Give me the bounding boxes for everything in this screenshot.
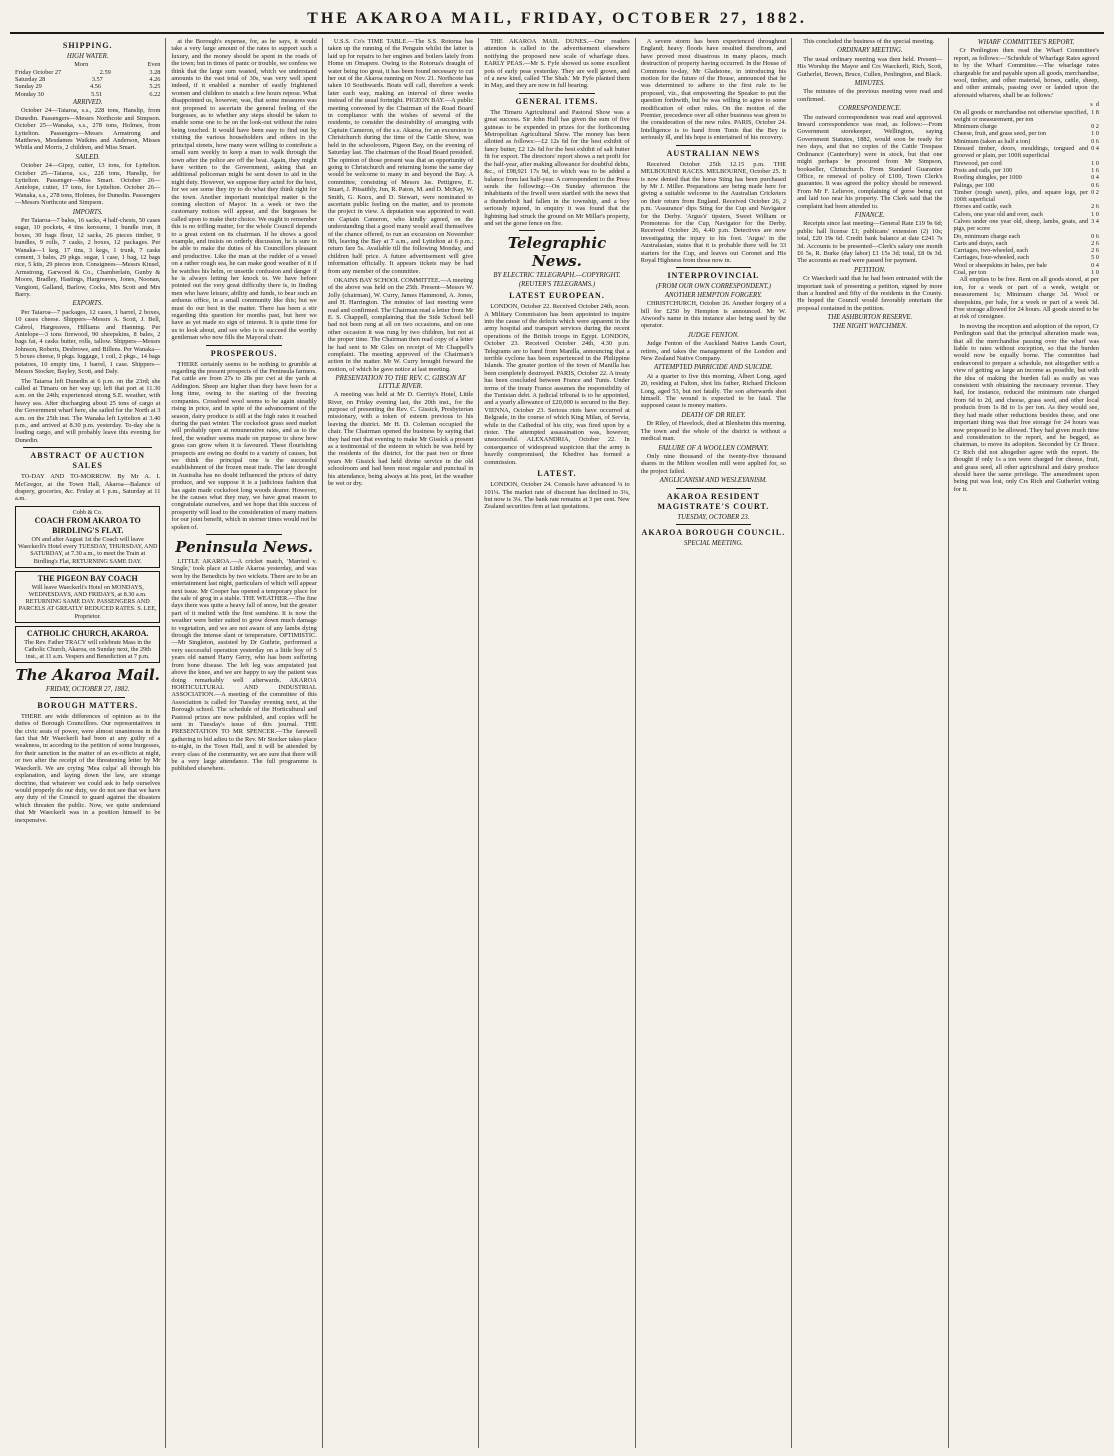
latest-european-text: LONDON, October 22. Received October 24th, noon. A Military Commission has been appointed to inquire into the cause of the defects which were apparent in the army hospital and transport services during the recent operations of the British troops in Egypt. LONDON, October 23. Received October 24th, 4.30 p.m. Telegrams are to hand from Manilla, announcing that a terrible cyclone has been experienced in the Philippine Islands. The greater portion of the town of Manilla has been completely destroyed. PARIS, October 22. A treaty has been concluded between France and Tunis. Under terms of the treaty France assumes the responsibility of the Tunisian debt. A judicial tribunal is to be appointed, and a yearly allowance of £20,000 is secured to the Bey. VIENNA, October 23. Serious riots have occurred at Belgrade, in the course of which King Milan, of Servia, while in the Cathedral of his city, was fired upon by a rioter. The attempted assassination was, however, unsuccessful. ALEXANDRIA, October 22. In consequence of widespread suspicion that the army is heavily compromised, the Khedive has formed a commission. bbox=[484, 303, 630, 466]
tide-row: Friday October 27 2.59 3.28 bbox=[15, 68, 161, 76]
coach-title: COACH FROM AKAROA TO BIRDLING'S FLAT. bbox=[34, 516, 141, 535]
divider bbox=[206, 345, 281, 346]
presentation-text: A meeting was held at Mr D. Gerrity's Hotel, Little River, on Friday evening last, the 20th inst., for the purpose of presenting the Rev. C. Gissick, Presbyterian missionary, with a token of esteem previous to his leaving the district. Mr H. D. Coleman occupied the chair. The Chairman opened the business by saying that they had met that evening to make Mr Gissick a present as a testimonial of the esteem in which he was held by the residents of the district, for the past two or three years Mr Gissick had held divine service in the old schoolroom and had been most regular and punctual in his attendance, being always at his post, let the weather be wet or dry. bbox=[327, 391, 474, 487]
column-1 bbox=[10, 38, 166, 1448]
riley-heading: DEATH OF DR RILEY. bbox=[681, 411, 746, 419]
church-text: The Rev. Father TRACY will celebrate Mass in the Catholic Church, Akaroa, on Sunday next, the 29th inst., at 11 a.m. Vespers and Benediction at 7 p.m. bbox=[24, 638, 152, 661]
divider bbox=[519, 230, 594, 231]
divider bbox=[519, 93, 594, 94]
australian-news-heading: AUSTRALIAN NEWS bbox=[666, 148, 761, 158]
wharf-debate-text: In moving the reception and adoption of the report, Cr Penlington said that the principal alteration made was, that all the merchandise passing over the wharf was liable to rates without exception, so that the burden would now be equally borne. The committee had endeavored to prepare a schedule, not altogether with a view of getting as large an income as possible, but with the idea of making the burden fall as easily as was consistent with obtaining the necessary revenue. They had, for instance, reduced the minimum rate charged from 6d to 2d, and cheese, grass seed, and other local products from 1s 8d to 1s per ton. As they would see, they had made other reductions besides these, and one important thing was that free storage for 24 hours was now proposed to be allowed. They had given much time and consideration to the report, and he begged, as chairman, to move its adoption. Seconded by Cr Bruce. Cr Rich did not altogether agree with the report. He thought if only 1s a ton were charged for cheese, fruit, and grass seed, all other agricultural and dairy produce should have the same privilege. The amendment upon being put was lost, only Crs Rich and Gutherlet voting for it. bbox=[953, 322, 1099, 493]
telegraphic-title: Telegraphic News. bbox=[507, 234, 607, 271]
rate-amount: 2 6 bbox=[1091, 203, 1099, 211]
pigeon-coach-text: Will leave Waeckerli's Hotel on MONDAYS, WEDNESDAYS, AND FRIDAYS, at 8.30 a.m. RETURNING SAME DAY. PASSENGERS AND PARCELS AT GREATLY REDUCED RATES. S. LEE, Proprietor. bbox=[18, 583, 157, 620]
rate-row bbox=[954, 269, 1099, 276]
wharf-report-heading: WHARF COMMITTEE'S REPORT. bbox=[977, 39, 1075, 46]
tide-row: Sunday 29 4.56 5.25 bbox=[15, 83, 161, 91]
rate-row bbox=[954, 218, 1099, 233]
rate-amount: 2 6 bbox=[1091, 247, 1099, 255]
divider bbox=[676, 145, 751, 146]
masthead bbox=[10, 6, 1104, 34]
rates-header: s d bbox=[1090, 101, 1099, 109]
auction-text: TO-DAY AND TO-MORROW. By Mr A. I. McGregor, at the Town Hall, Akaroa—Balance of drapery, groceries, &c. Friday at 1 p.m., Saturday at 11 a.m. bbox=[15, 473, 161, 503]
rate-amount: 1 0 bbox=[1091, 130, 1099, 138]
rate-item: Minimum charge bbox=[953, 123, 997, 131]
rate-item: Wool or sheepskins in bales, per bale bbox=[953, 261, 1047, 269]
rate-item: Horses and cattle, each bbox=[953, 203, 1012, 211]
rate-amount: 0 4 bbox=[1091, 174, 1099, 182]
paper-date: FRIDAY, OCTOBER 27, 1882. bbox=[45, 686, 130, 694]
dues-text: THE AKAROA MAIL DUNES.—Our readers attention is called to the advertisement elsewhere notifying the proposed new scale of wharfage dues. EARLY PEAS.—Mr S. Fyfe showed us some excellent pots of early peas yesterday. They are well grown, and of a new kind, called 'The Shah.' Mr Fyfe planted them in May, and they are now in full bearing. bbox=[484, 38, 630, 90]
column-6 bbox=[792, 38, 948, 1448]
interprovincial-heading: INTERPROVINCIAL bbox=[667, 271, 760, 281]
wharf-report-intro: Cr Penlington then read the Wharf Committee's report, as follows:—'Schedule of Wharfage Rates agreed to by the Wharf Committee.—The wharfage rates chargeable for and payable upon all goods, merchandise, wool, timber, and other material, horses, cattle, sheep, and other animals, passing over or landed upon the aforesaid wharves, shall be as follows:' bbox=[953, 47, 1099, 99]
sailed-text: October 24—Gipsy, cutter, 13 tons, for Lyttelton. October 25—Taiaroa, s.s., 228 tons, Hanslip, for Lyttelton. Passenger—Miss Smart. October 26—Antelope, cutter, 17 tons, for Lyttelton. October 26—Wanaka, s.s., 278 tons, Holmes, for Dunedin. Passengers—Messrs Northcote and Simpson. bbox=[15, 162, 161, 207]
borough-text: THERE are wide differences of opinion as to the duties of Borough Councillors. Our representatives in the civic seats of power, were almost unanimous in the fact that Mr Waeckerli had been at any guilty of a weakness, in acceding to the petition of some burgesses, for their sanction in the matter of an ex-officio at night, or two after the receipt of the threatening letter by Mr Waeckerli. We are crying 'Mea culpa' all through his explanation, and laying down the law, are strange doctrine, that whatever we could ask to help ourselves would properly do our duty, we do not see that we have any duty of the Council to guard against the disasters which threaten the public. Now, we quite understand that Mr Waeckerli was in a position himself to be inexpensive. bbox=[15, 712, 161, 824]
night-watchmen-heading: THE NIGHT WATCHMEN. bbox=[832, 322, 908, 330]
coach-firm: Cobb & Co. bbox=[72, 508, 103, 516]
rate-row bbox=[954, 123, 1099, 130]
rate-amount: 1 0 bbox=[1091, 210, 1099, 218]
uss-timetable-text: U.S.S. Co's TIME TABLE.—The S.S. Rotorua has taken up the running of the Penguin whilst the latter is laid up for repairs to her engines and boilers lately from Home on Omapere. Owing to the Rotorua's draught of water being too great, it has been found necessary to cut her out of the Akaroa running on Nov. 21. Northcote has taken 10 Southwards. Boats will call, therefore a week later each way, making an interval of three weeks instead of the usual fortnight. PIGEON BAY.—A public meeting convened by the Chairman of the Road Board in compliance with the wishes of several of the residents, to consider the desirability of arranging with Captain Cameron, of the s.s. Akaroa, for an excursion to Christchurch during the time of the Cattle Show, was held in the schoolroom, Pigeon Bay, on the evening of Saturday last. The chairman of the Road Board presided. The opinion of those present was that an opportunity of going to Christchurch and returning home the same day would be welcome to many in and beyond the Bay. A committee, consisting of Messrs Jas. Pettigrew, E. Stuart, J. Pitsaithly, Jun, R. Paton, M. and D. McKay, W. Smith, G. Knox, and D. Stewart, were nominated to ascertain public feeling on the matter, and to promote the project in view. A deputation was appointed to wait on Captain Cameron, who kindly agreed, on the understanding that a good many would avail themselves of the chance offered, to run an excursion on November 9th, leaving the Bay at 7 a.m., and Lyttelton at 6 p.m.; return fare 5s. Available till the following Monday, and children half price. A future advertisement will give information officially. It appears tickets may be had from any member of the committee. bbox=[327, 38, 474, 275]
rate-item: Minimum (taken as half a ton) bbox=[953, 137, 1031, 145]
general-items-heading: GENERAL ITEMS. bbox=[515, 96, 599, 106]
coach-advertisement bbox=[15, 506, 160, 568]
prosperous-text: THERE certainly seems to be nothing to grumble at regarding the present prospects of the Peninsula farmers. Fat cattle are from 27s to 28s per cwt at the yards at Addington. Sheep are higher than they have been for a long time, owing to the starting of the freezing companies. Crossbred wool seems to be again steadily rising in price, and in spite of the advancement of the season, dairy produce is still at the high rates it reached during the past winter. The cocksfoot grass seed market will probably open at remunerative rates, and as to the feed, the weather seems made on purpose to show how grass can grow when it is favoured. These flourishing prospects are owing no doubt to a variety of causes, but we think the principal one is the successful establishment of the frozen meat trade. The late drought in Australia has no doubt influenced the prices of dairy produce, and we suppose it is a judicious fashion that has again made cocksfoot long woods dearer. However, be the causes what they may, we have great reason to congratulate ourselves, and we hope that this success of prosperity will lead to the consideration of many matters for our joint benefit, which in sterner times would not be spoken of. bbox=[171, 360, 317, 531]
column-3 bbox=[323, 38, 479, 1448]
column-7 bbox=[949, 38, 1104, 1448]
auction-heading: ABSTRACT OF AUCTION SALES bbox=[30, 451, 145, 471]
rate-row bbox=[954, 174, 1099, 181]
rate-item: Coal, per ton bbox=[953, 269, 987, 277]
council-subheading: SPECIAL MEETING. bbox=[683, 539, 743, 547]
rate-amount: 0 4 bbox=[1091, 145, 1099, 153]
column-2 bbox=[166, 38, 322, 1448]
divider bbox=[206, 534, 281, 535]
rate-row bbox=[954, 254, 1099, 261]
rate-item: Posts and rails, per 100 bbox=[953, 166, 1013, 174]
correspondence-heading: CORRESPONDENCE. bbox=[838, 105, 902, 113]
peninsula-title: Peninsula News. bbox=[175, 538, 314, 556]
australian-news-text: Received October 25th 12.15 p.m. THE MELBOURNE RACES. MELBOURNE, October 25. It is now denied that the horse Sting has been purchased by Mr J. Miller. Preparations are being made here for giving a suitable welcome to the Australian Cricketers on their return from England. Received October 26, 2 p.m. 'Assurance' dips Sting for the Cup and Navigator for the Derby. 'Argus's' tipsters, Sweet William or Promoteras for the Cup, Navigator for the Derby. Received October 26, 4.40 p.m. Detectives are now investigating the injury to his foot. 'Argus' in the Australasian, states that it is probable there will be 33 starters for the Cup, and leaves out Coronet and His Royal Highness from those now in. bbox=[640, 160, 787, 264]
rate-item: On all goods or merchandise not otherwise specified, weight or measurement, per ton bbox=[953, 108, 1089, 123]
rate-row bbox=[954, 233, 1099, 240]
rate-item: Do, minimum charge each bbox=[953, 232, 1021, 240]
rate-item: Roofing shingles, per 1000 bbox=[953, 174, 1022, 182]
finance-heading: FINANCE. bbox=[854, 211, 885, 219]
court-heading: AKAROA RESIDENT MAGISTRATE'S COURT. bbox=[657, 491, 770, 511]
rate-amount: 1 0 bbox=[1091, 269, 1099, 277]
rate-amount: 0 6 bbox=[1091, 137, 1099, 145]
divider bbox=[676, 488, 751, 489]
rate-item: Calves, one year old and over, each bbox=[953, 210, 1043, 218]
peninsula-text: LITTLE AKAROA.—A cricket match, 'Married v. Single,' took place at Little Akaroa yesterday, and was won by the Benedicts by two wickets. There are to be an entertainment last night, particulars of which will appear next issue. Mr Cooper has opened a temporary place for the sale of grog in a stable. THE WEATHER.—The fine days there was quite a heavy fall of snow, but the greater part of it melted with the first sunshine. It is now the weather were better suited to grow down much damage to vegetation, and we are not aware of any lambs dying through the intense slant or temperature. OPTIMISTIC.—Mr Singleton, assisted by Dr Guthrie, performed a very successful operation yesterday on a little boy of 5 years old named Harry Gerry, who has been suffering from bone disease. The left leg was amputated just above the knee, and we are happy to say the patient was doing remarkably well afterwards. AKAROA HORTICULTURAL AND INDUSTRIAL ASSOCIATION.—A meeting of the committee of this Association is called for Tuesday evening next, at the Borough school. The schedule of the Horticultural and Pastoral prizes are now published, and copies will be sent in Tuesday's issue of this journal. THE PRESENTATION TO MR SPENCER.—The farewell gathering to bid adieu to the Rev. Mr Stocker takes place to-night, in the Town Hall, and it will be attended by every class of the community, we are sure that there will be a very large attendance. The full programme is published elsewhere. bbox=[171, 558, 317, 773]
forgery-text: CHRISTCHURCH, October 26. Another forgery of a bill for £250 by Hempton is announced. Mr W. Atwood's name in this instance also being used by the operator. bbox=[640, 300, 787, 330]
rate-item: Palings, per 100 bbox=[953, 181, 995, 189]
divider bbox=[23, 447, 152, 448]
divider bbox=[676, 524, 751, 525]
petition-heading: PETITION. bbox=[854, 266, 886, 274]
shipping-heading: SHIPPING. bbox=[62, 41, 113, 50]
court-date: TUESDAY, OCTOBER 23. bbox=[677, 513, 750, 521]
rate-row bbox=[954, 109, 1099, 124]
rate-row bbox=[954, 130, 1099, 137]
tides-heading: HIGH WATER. bbox=[66, 53, 109, 60]
rate-amount: 0 4 bbox=[1091, 261, 1099, 269]
coach-text: ON and after August 1st the Coach will leave Waeckerli's Hotel every TUESDAY, THURSDAY, AND SATURDAY, at 7.30 a.m., to meet the Train at Birdling's Flat, RETURNING SAME DAY. bbox=[18, 536, 158, 565]
tide-row: Saturday 28 3.57 4.26 bbox=[15, 76, 161, 83]
column-4 bbox=[479, 38, 635, 1448]
paper-title: The Akaroa Mail. bbox=[15, 666, 160, 685]
masthead-title: THE AKAROA MAIL, FRIDAY, OCTOBER 27, 1882. bbox=[307, 10, 807, 27]
shipping-notes: The Taiaroa left Dunedin at 6 p.m. on the 23rd; she called at Timaru on her way up; left that port at 11.30 a.m. on the 24th; experienced strong S.E. weather, with heavy sea. After discharging about 25 tons of cargo at the Government wharf here, she sailed for the North at 3 a.m. on the 25th inst. The Wanaka left Lyttelton at 3.40 p.m., and arrived at 8.30 p.m. yesterday. To-day she is loading cargo, and will probably leave this evening for Dunedin. bbox=[15, 377, 161, 444]
rate-row bbox=[954, 189, 1099, 204]
rate-amount: 0 6 bbox=[1091, 181, 1099, 189]
rate-item: Timber (rough sawn), piles, and square logs, per 100ft superficial bbox=[953, 188, 1089, 204]
storm-text: A severe storm has been experienced throughout England; heavy floods have resulted therefrom, and have proved most disastrous in many places, much destruction of property having occurred. In the House of Commons to-day, Mr Gladstone, in introducing his motion for the future of the House, announced that he was determined to adhere to the first rule to be proposed, viz., that empowering the Speaker to put the question forthwith, but he was willing to agree to some modification of other rules. On the motion of the Premier, precedence over all other business was given to the consideration of the new rules. PARIS, October 24. Intelligence is to hand from Tunis that the Bey is seriously ill, and his hope is entertained of his recovery. bbox=[640, 38, 787, 142]
parricide-text: At a quarter to five this morning, Albert Long, aged 20, residing at Fulton, shot his father, Richard Dickson Long, aged 53, but not fatally. The son afterwards shot himself. The wound is expected to be fatal. The supposed cause is money matters. bbox=[640, 372, 787, 410]
latest-text: LONDON, October 24. Consols have advanced ¼ to 101¼. The market rate of discount has declined to 3¼, but now is 3¼. The bank rate remains at 3 per cent. New Zealand securities firm at last quotations. bbox=[484, 481, 630, 511]
column-5 bbox=[636, 38, 792, 1448]
exports-text: Per Taiaroa—7 packages, 12 cases, 1 barrel, 2 boxes, 10 cases cheese. Shippers—Messrs A. Scott, J. Bell, Cabrol, Hargreaves, Hilliams and Hanning. Per Antelope—3 tons firewood, 90 sheepskins, 8 bales, 2 bags fat, 4 casks butter, rolls, tallow. Shippers—Messrs Johnson, Roberts, Desbrowe, and Billens. Per Wanaka—5 boxes cheese, 9 pkgs. luggage, 1 coil, 2 pkgs., 14 bags potatoes, 10 empty tins, 1 barrel, 1 case. Shippers—Messrs Stocker, Bayley, Scott, and Daly. bbox=[15, 308, 161, 376]
reuters-subtitle: (REUTER'S TELEGRAMS.) bbox=[518, 280, 596, 288]
rate-row bbox=[954, 160, 1099, 167]
imports-heading: IMPORTS. bbox=[72, 208, 103, 216]
rate-row bbox=[954, 262, 1099, 269]
rate-amount: 1 0 bbox=[1091, 159, 1099, 167]
riley-text: Dr Riley, of Havelock, died at Blenheim this morning. The town and the whole of the district is without a medical man. bbox=[640, 420, 787, 443]
exports-heading: EXPORTS. bbox=[72, 300, 103, 308]
woollen-text: Only nine thousand of the twenty-five thousand shares in the Milton woollen mill were applied for, so the project failed. bbox=[640, 452, 787, 475]
telegraphic-subtitle: BY ELECTRIC TELEGRAPH.—COPYRIGHT. bbox=[493, 272, 621, 280]
petition-text: Cr Waeckerli said that he had been entrusted with the important task of presenting a petition, signed by more than a hundred and fifty of the residents in the County. He hoped the Council would favorably entertain the proposal contained in the petition. bbox=[797, 275, 943, 312]
correspondence-text: The outward correspondence was read and approved. Inward correspondence was read, as follows:—From Government storekeeper, Wellington, saying Government Statutes, 1882, would soon be ready for two days, and that no copies of the Cattle Trespass Ordinance (Canterbury) were in stock, but that one might perhaps be procured from Mr Simpson, bookseller, Christchurch. From Standard Guarantee Office, re renewal of policy of £100, Town Clerk's guarantee. It was agreed the policy should be renewed. From Mr F. Lelievre, complaining of gorse being cut and laid too near his property. The Clerk said that the complaint had been attended to. bbox=[797, 113, 943, 210]
concluded-text: This concluded the business of the special meeting. bbox=[803, 38, 935, 45]
borough-continued: at the Borough's expense, for, as he says, it would take a very large amount of the rates to support such a luxury, and the money should be spent in the roads of the town; but in times of panic or trouble, we confess we think that the large sum wasted, which we understand amounts to the vast total of 30s, was very well spent indeed, if it enabled a number of easily frightened women and children to snatch a few hours repose. What disappointed us, however, was, that some measures was not proposed to ascertain the general feeling of the burgesses, as to whether any steps should be taken to enable some one to be on the look-out without the rates being touched. It would have been easy to find out by visiting the various householders and others in the principal streets, how many were willing to contribute a small sum weekly to keep a man to walk through the town after the police are off the beat. Again, they might have written to the Government, asking that an additional policeman might be sent down to aid in the night duty. However, we suppose they acted for the best, for we see some they try to do what they think right for the town. Another important municipal matter is the coming election of Mayor. In a week or two the customary notices will appear, and the burgesses be called upon to make their choice. We ought to remember this is no trifling matter, for the whole Council depends to a great extent on its chairman. If he shows a good example, and insists on orderly discussion, he is sure to be able to make the duties of his Councillors pleasant and productive. Like the man at the rudder of a vessel on a rather rough sea, he can make good weather of it if he watches his helm, or unsettle confusion and danger if he is always letting her knock to. We have before pointed out the very great difficulty there is, in finding men who have leisure, ability and funds, to bear such an arduous office, in a small community like this; but we must do our best in the matter. There has been a stir regarding this question for months past, but here we have as yet made no sign of interest. It is quite time for us to look about, and see who is to succeed the worthy gentleman who now fills the Mayoral chair. bbox=[171, 38, 317, 342]
rate-item: Cheese, fruit, and grass seed, per ton bbox=[953, 130, 1047, 138]
pigeon-coach-advertisement bbox=[15, 571, 160, 623]
rate-amount: 0 2 bbox=[1091, 188, 1099, 196]
rate-amount: 0 2 bbox=[1091, 123, 1099, 131]
minutes-heading: MINUTES. bbox=[854, 80, 886, 88]
rate-amount: 0 6 bbox=[1091, 232, 1099, 240]
ashburton-heading: THE ASHBURTON RESERVE. bbox=[827, 314, 913, 322]
rate-row bbox=[954, 211, 1099, 218]
general-items-text: The Timaru Agricultural and Pastoral Show was a great success. Sir John Hall has given the sum of five guineas to be expended in prizes for the forthcoming Metropolitan Agricultural Show. The money has been allotted as follows:—£2 12s 6d for the best exhibit of fancy butter, £2 12s 6d for the best exhibit of salt butter fit for export. The directors' report shows a net profit for the half-year, after making allowance for doubtful debts, &c., of £98,921 17s 9d, to which was to be added a balance from last half-year. A correspondent to the Press sends the following:—On Sunday afternoon the inhabitants of the Irwell were startled with the news that a thunderbolt had fallen in the township, and a boy seriously injured, in enquiry it was found that the lightning had struck the ground on Mr Millar's property, and set the gorse fence on fire. bbox=[484, 108, 630, 227]
minutes-text: The minutes of the previous meeting were read and confirmed. bbox=[797, 88, 943, 103]
finance-text: Receipts since last meeting—General Rate £19 9s 6d; public hall license £1; publicans' extension (2) 10s; total, £20 19s 6d. Credit bank balance at date £241 7s 3d. Accounts to be presented—Clerk's salary one month £6 5s, R. Burke (day labor) £1 15s 3d; total, £8 0s 3d. The accounts as read were passed for payment. bbox=[797, 220, 943, 265]
arrived-heading: ARRIVED. bbox=[72, 98, 103, 106]
columns bbox=[10, 38, 1104, 1448]
ordinary-meeting-text: The usual ordinary meeting was then held. Present—His Worship the Mayor and Crs Waeckerli, Rich, Scott, Gutherlet, Brown, Bruce, Cullen, Penlington, and Black. bbox=[797, 55, 943, 78]
arrived-text: October 24—Taiaroa, s.s., 228 tons, Hanslip, from Dunedin. Passengers—Messrs Northcote and Simpson. October 25—Wanaka, s.s., 278 tons, Holmes, from Lyttelton. Passengers—Messrs Armstrong and Matthews, Mesdames Watkins and Anderson, Misses Whitla and Morris, 2 children, and Miss Smart. bbox=[15, 107, 161, 152]
ordinary-meeting-heading: ORDINARY MEETING. bbox=[837, 47, 903, 55]
tides-header: Morn Even bbox=[74, 61, 161, 69]
prosperous-heading: PROSPEROUS. bbox=[210, 348, 278, 358]
rate-row bbox=[954, 138, 1099, 145]
rate-row bbox=[954, 247, 1099, 254]
rate-amount: 1 6 bbox=[1091, 166, 1099, 174]
pigeon-coach-title: THE PIGEON BAY COACH bbox=[37, 573, 138, 583]
rate-item: Calves under one year old, sheep, lambs, goats, and pigs, per score bbox=[953, 218, 1089, 233]
rate-item: Dressed timber, doors, mouldings, tongued and grooved or plain, per 100ft superficial bbox=[953, 145, 1089, 160]
church-title: CATHOLIC CHURCH, AKAROA. bbox=[26, 628, 149, 638]
presentation-heading: PRESENTATION TO THE REV. C. GIBSON AT LITTLE RIVER. bbox=[335, 375, 466, 390]
rate-row bbox=[954, 182, 1099, 189]
church-notice bbox=[15, 626, 160, 664]
interprovincial-subtitle: (FROM OUR OWN CORRESPONDENT.) bbox=[655, 283, 771, 291]
rates-list bbox=[954, 109, 1099, 277]
parricide-heading: ATTEMPTED PARRICIDE AND SUICIDE. bbox=[653, 364, 773, 372]
latest-european-heading: LATEST EUROPEAN. bbox=[509, 291, 605, 301]
forgery-heading: ANOTHER HEMPTON FORGERY. bbox=[664, 291, 762, 299]
divider bbox=[50, 697, 125, 698]
rate-item: Carriages, two-wheeled, each bbox=[953, 247, 1029, 255]
rate-row bbox=[954, 167, 1099, 174]
tide-row: Monday 30 5.51 6.22 bbox=[15, 90, 161, 98]
council-heading: AKAROA BOROUGH COUNCIL. bbox=[641, 527, 786, 537]
imports-text: Per Taiaroa—7 bales, 16 sacks, 4 half-chests, 50 cases sugar, 10 pockets, 4 tins kerosene, 1 bundle iron, 8 boxes, 30 bags flour, 12 sacks, 26 pieces timber, 9 bundles, 9 rolls, 7 casks, 2 boxes, 12 packages. Per Wanaka—1 keg, 17 tins, 3 kegs, 1 trunk, 7 casks cement, 3 bales, 29 pkgs. sugar, 1 case, 1 bag, 12 bags rice, 5 kits, 29 pieces iron. Consignees—Messrs Kinsel, Armstrong, Garwood & Co., Chamberlain, Gunby & Moore, Bradley, Hastings, Hargreaves, Jones, Noonan, Vangioni, Galland, Barlow, Cocks, Mrs Scott and Mrs Barry. bbox=[15, 216, 161, 299]
borough-heading: BOROUGH MATTERS. bbox=[37, 700, 139, 710]
rate-amount: 1 8 bbox=[1091, 108, 1099, 116]
rate-row bbox=[954, 203, 1099, 210]
woollen-heading: FAILURE OF A WOOLLEN COMPANY. bbox=[658, 444, 769, 452]
rate-amount: 2 6 bbox=[1091, 239, 1099, 247]
rate-item: Carriages, four-wheeled, each bbox=[953, 254, 1029, 262]
anglicanism-heading: ANGLICANISM AND WESLEYANISM. bbox=[659, 477, 767, 485]
sailed-heading: SAILED. bbox=[75, 153, 100, 161]
fenton-heading: JUDGE FENTON. bbox=[687, 331, 740, 339]
latest-heading: LATEST. bbox=[537, 469, 577, 479]
rate-amount: 3 4 bbox=[1091, 218, 1099, 225]
divider bbox=[676, 267, 751, 268]
rate-row bbox=[954, 240, 1099, 247]
school-committee-text: OKAINS BAY SCHOOL COMMITTEE.—A meeting of the above was held on the 25th. Present—Messrs W. Jolly (chairman), W. Curry, James Hammond, A. Jones, and H. Harrington. The minutes of last meeting were read and confirmed. The Chairman read a letter from Mr E. S. Chappell, complaining that the Side School bell had not been rung at all on two occasions, and on one other occasion it was rung by two children, but not at the proper time. The Chairman then read copy of a letter he had sent to Mr Giles on receipt of Mr Chappell's complaint. The meeting approved of the Chairman's action in the matter. Mr W. Curry brought forward the motion, of which he gave notice at last meeting. bbox=[327, 277, 474, 373]
rates-note: All empties to be free. Rent on all goods stored, at per ton, for a week or part of a week, weight or measurement 1s; Minimum charge 3d. Wool or sheepskins, per bale, for a week or part of a week 3d. Free storage allowed for 24 hours. All goods stored to be at risk of consignee. bbox=[953, 276, 1099, 321]
rate-row bbox=[954, 145, 1099, 160]
rate-item: Carts and drays, each bbox=[953, 239, 1008, 247]
rate-item: Firewood, per cord bbox=[953, 159, 1002, 167]
fenton-text: Judge Fenton of the Auckland Native Lands Court, retires, and takes the management of the London and New Zealand Native Company. bbox=[640, 340, 787, 363]
rate-amount: 5 0 bbox=[1091, 254, 1099, 262]
